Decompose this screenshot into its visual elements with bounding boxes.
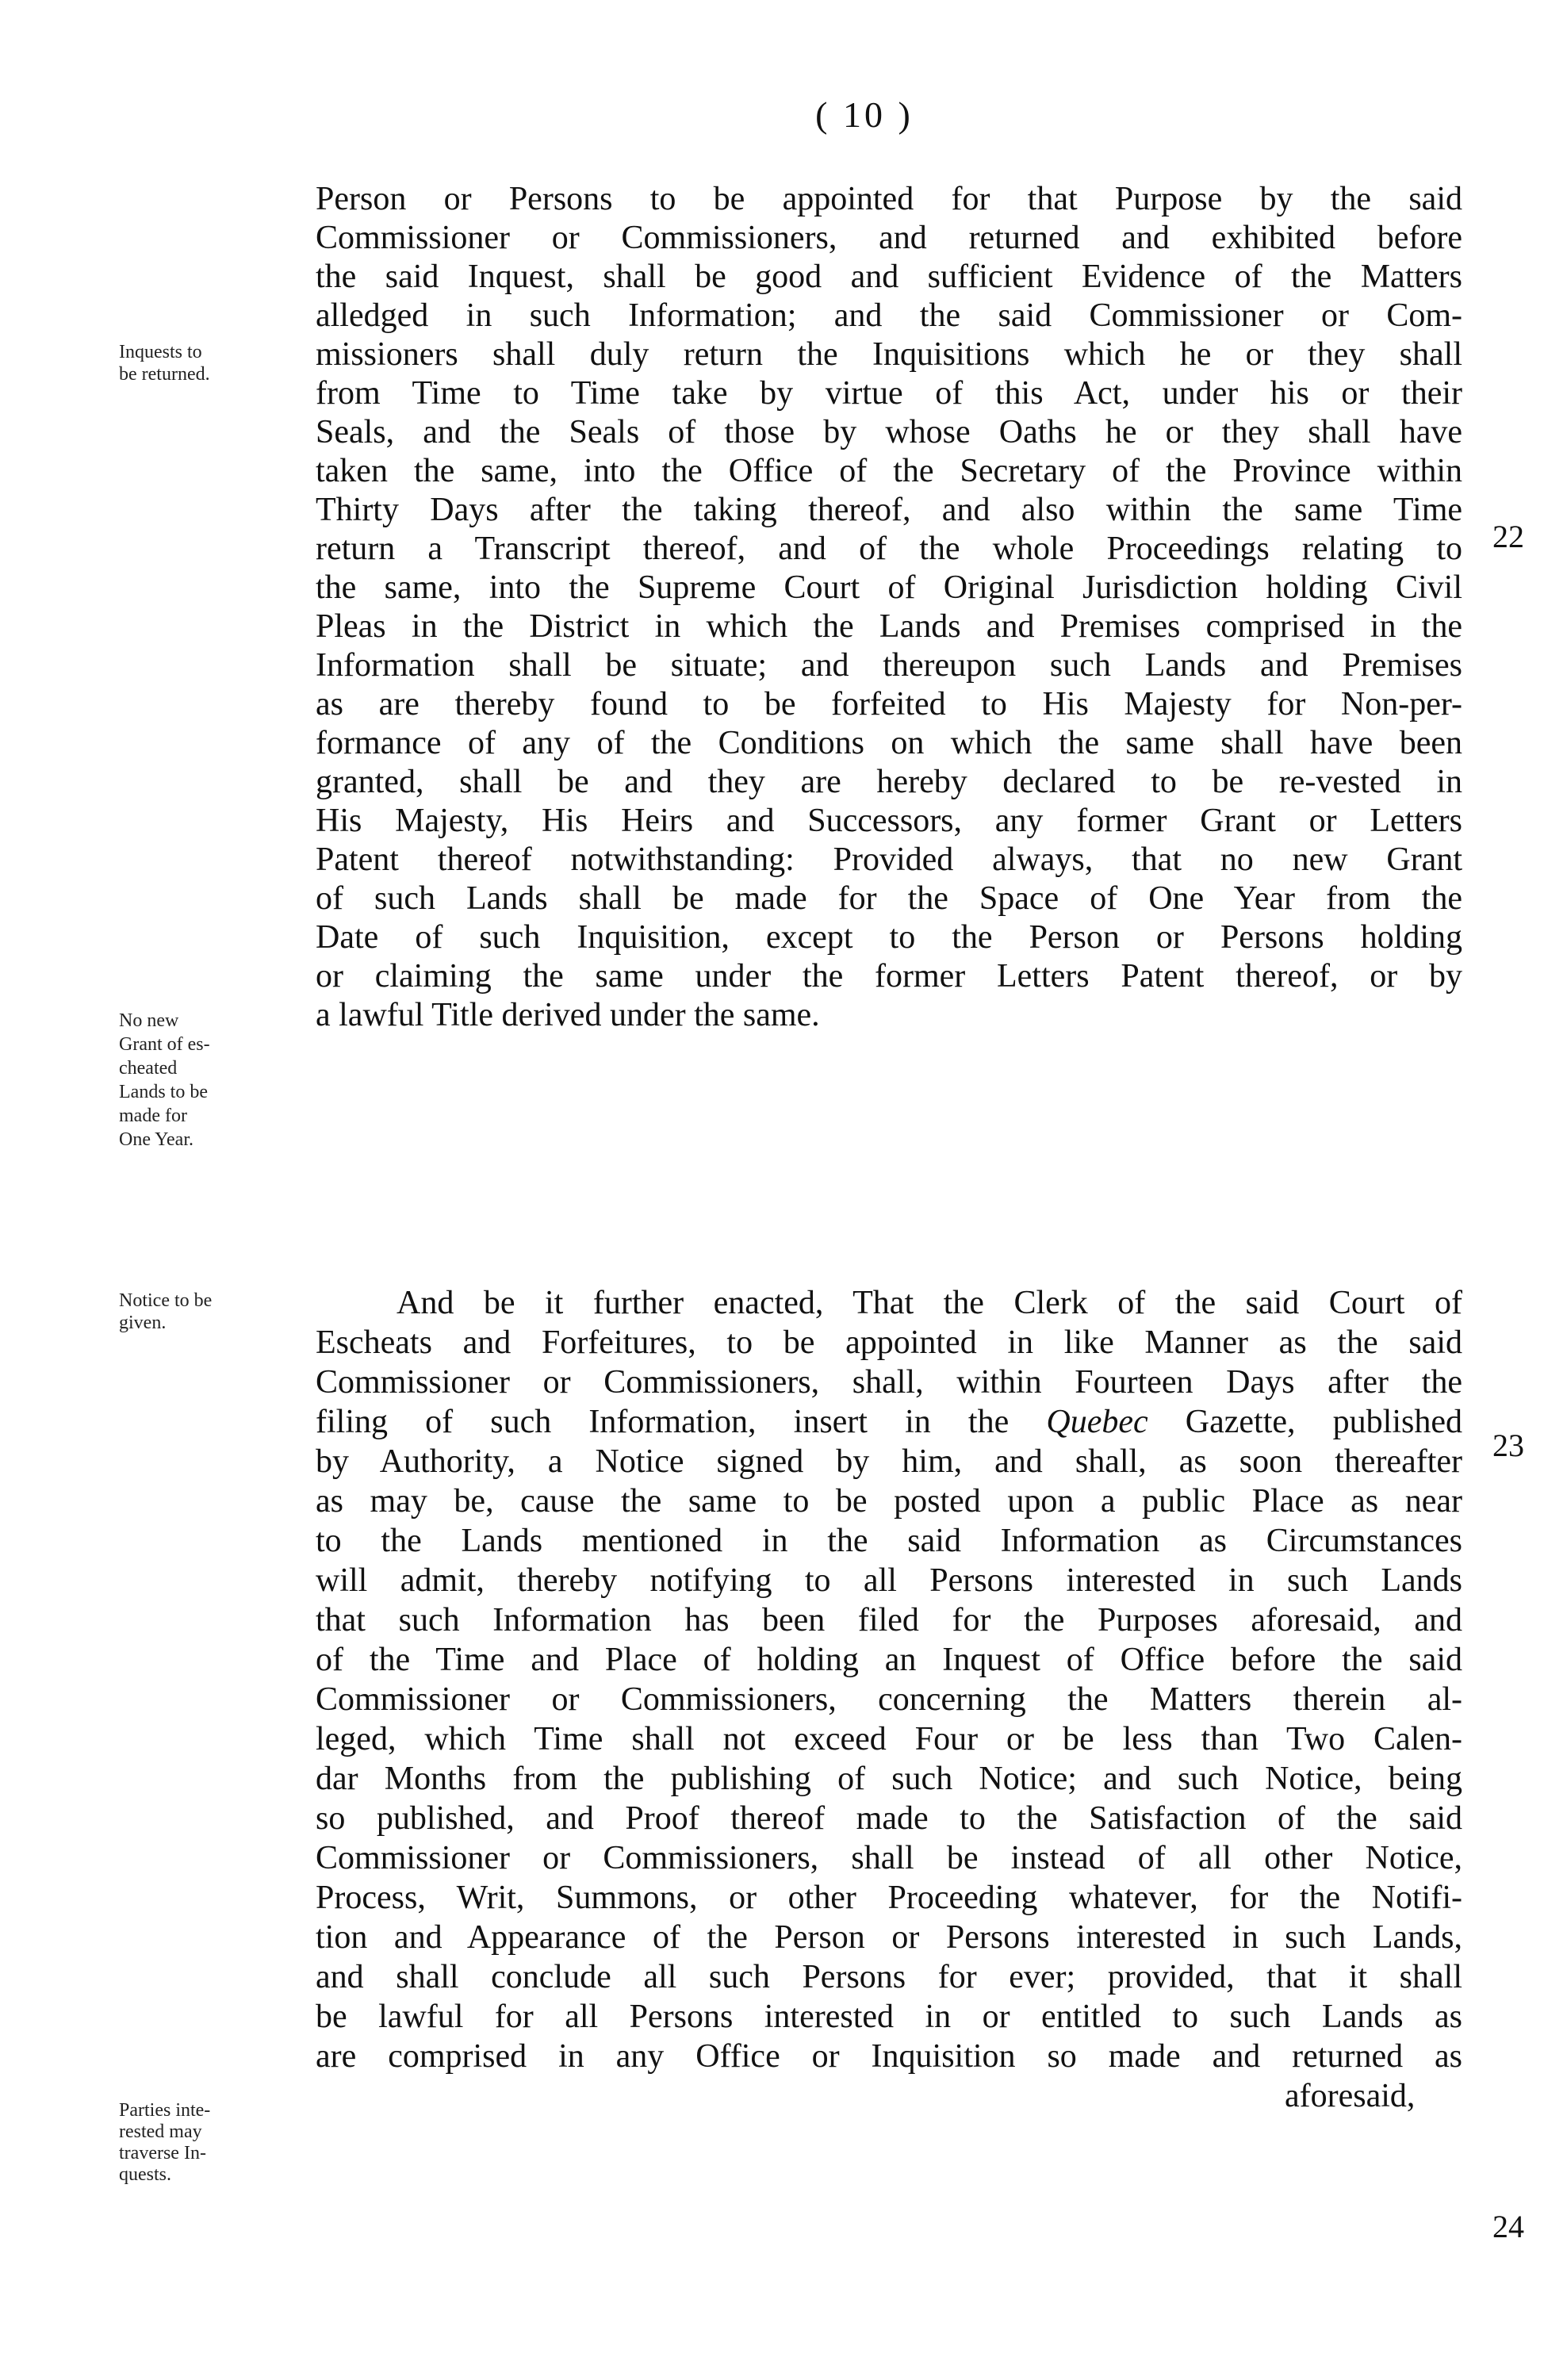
margin-note-no-new-grant: No new Grant of es- cheated Lands to be made for One Year. <box>119 1010 210 1150</box>
text-line: the said Inquest, shall be good and sufficient Evidence of the Matters <box>316 259 1462 295</box>
text-line: of the Time and Place of holding an Inquest of Office before the said <box>316 1642 1462 1678</box>
page-number: ( 10 ) <box>815 94 914 135</box>
text-line: leged, which Time shall not exceed Four or be less than Two Calen- <box>316 1721 1462 1757</box>
text-line: Commissioner or Commissioners, and returned and exhibited before <box>316 220 1462 256</box>
text-line: Date of such Inquisition, except to the Person or Persons holding <box>316 919 1462 956</box>
text-line: alledged in such Information; and the said Commissioner or Com- <box>316 297 1462 334</box>
text-line: Thirty Days after the taking thereof, and also within the same Time <box>316 492 1462 528</box>
text-line: return a Transcript thereof, and of the whole Proceedings relating to <box>316 531 1462 567</box>
text-line: filing of such Information, insert in the Quebec Gazette, published <box>316 1404 1463 1440</box>
text-line: tion and Appearance of the Person or Persons interested in such Lands, <box>316 1919 1462 1956</box>
margin-note-inquests-returned: Inquests to be returned. <box>119 342 210 385</box>
text-line: dar Months from the publishing of such Notice; and such Notice, being <box>316 1761 1462 1797</box>
text-line: Process, Writ, Summons, or other Proceeding whatever, for the Notifi- <box>316 1880 1462 1916</box>
margin-note-notice-given: Notice to be given. <box>119 1290 213 1333</box>
catchword: aforesaid, <box>1285 2078 1416 2114</box>
text-line: Information shall be situate; and thereupon such Lands and Premises <box>316 647 1462 684</box>
text-line: Person or Persons to be appointed for that Purpose by the said <box>316 181 1462 217</box>
text-line: taken the same, into the Office of the Secretary of the Province within <box>316 453 1462 489</box>
text-line: so published, and Proof thereof made to the Satisfaction of the said <box>316 1800 1462 1837</box>
text-line: missioners shall duly return the Inquisitions which he or they shall <box>316 336 1462 373</box>
text-line: a lawful Title derived under the same. <box>316 997 820 1033</box>
text-line: as may be, cause the same to be posted upon a public Place as near <box>316 1483 1462 1520</box>
text-line: the same, into the Supreme Court of Original Jurisdiction holding Civil <box>316 569 1462 606</box>
text-line: are comprised in any Office or Inquisition so made and returned as <box>316 2038 1462 2075</box>
text-line: formance of any of the Conditions on which the same shall have been <box>316 725 1462 761</box>
text-line: by Authority, a Notice signed by him, and shall, as soon thereafter <box>316 1443 1462 1480</box>
text-line: or claiming the same under the former Letters Patent thereof, or by <box>316 958 1462 995</box>
text-line: granted, shall be and they are hereby declared to be re-vested in <box>316 764 1462 800</box>
text-line: from Time to Time take by virtue of this Act, under his or their <box>316 375 1462 412</box>
text-line: will admit, thereby notifying to all Persons interested in such Lands <box>316 1562 1462 1599</box>
text-line: of such Lands shall be made for the Space of One Year from the <box>316 880 1462 917</box>
text-line: Commissioner or Commissioners, shall, within Fourteen Days after the <box>316 1364 1462 1401</box>
text-line: Commissioner or Commissioners, shall be instead of all other Notice, <box>316 1840 1462 1876</box>
gazette-name: Quebec <box>1046 1404 1148 1440</box>
text-line: to the Lands mentioned in the said Information as Circumstances <box>316 1523 1462 1559</box>
line-number-24: 24 <box>1492 2209 1524 2244</box>
text-line: as are thereby found to be forfeited to His Majesty for Non-per- <box>316 686 1462 722</box>
text-line: Commissioner or Commissioners, concerning the Matters therein al- <box>316 1681 1462 1718</box>
text-line: His Majesty, His Heirs and Successors, any former Grant or Letters <box>316 803 1462 839</box>
text-line: Patent thereof notwithstanding: Provided always, that no new Grant <box>316 841 1462 878</box>
text-line: Pleas in the District in which the Lands and Premises comprised in the <box>316 608 1462 645</box>
text-line: And be it further enacted, That the Clerk of the said Court of <box>397 1285 1462 1321</box>
text-line: Escheats and Forfeitures, to be appointed in like Manner as the said <box>316 1324 1462 1361</box>
line-number-22: 22 <box>1492 519 1524 554</box>
text-line: that such Information has been filed for the Purposes aforesaid, and <box>316 1602 1462 1638</box>
line-number-23: 23 <box>1492 1428 1524 1463</box>
text-line: and shall conclude all such Persons for ever; provided, that it shall <box>316 1959 1462 1995</box>
text-line: be lawful for all Persons interested in or entitled to such Lands as <box>316 1999 1462 2035</box>
text-line: Seals, and the Seals of those by whose Oaths he or they shall have <box>316 414 1462 450</box>
margin-note-parties-traverse: Parties inte- rested may traverse In- quests. <box>119 2100 211 2185</box>
